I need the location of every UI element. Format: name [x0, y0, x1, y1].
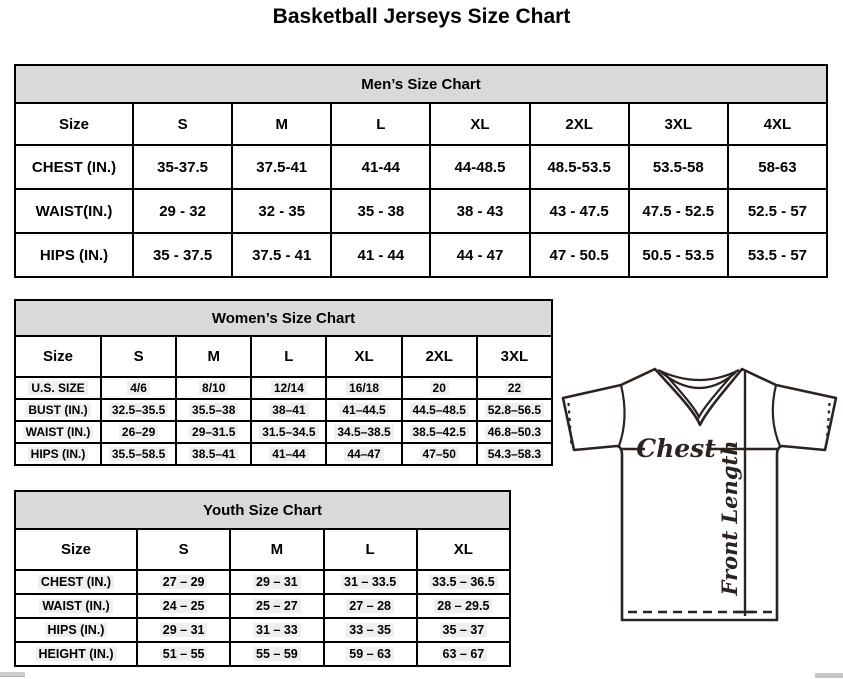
- womens-row-1-label: [15, 399, 101, 421]
- mens-col-header-5-text: 2XL: [565, 115, 593, 133]
- youth-cell-2-0: [137, 618, 230, 642]
- womens-cell-3-1: [176, 443, 251, 465]
- mens-col-header-4-text: XL: [470, 115, 490, 133]
- mens-col-header-2-text: M: [275, 115, 288, 133]
- mens-cell-2-4: [530, 233, 629, 277]
- youth-col-header-2: [230, 529, 323, 570]
- youth-cell-0-0-text: 27 – 29: [160, 575, 208, 589]
- womens-row-0-label-text: U.S. SIZE: [28, 381, 87, 395]
- mens-cell-0-4-text: 48.5-53.5: [547, 158, 611, 176]
- mens-cell-0-1-text: 37.5-41: [256, 158, 308, 176]
- youth-cell-3-1: [230, 642, 323, 666]
- youth-col-header-1-text: S: [178, 541, 189, 558]
- mens-cell-2-1-text: 37.5 - 41: [252, 246, 312, 264]
- womens-cell-3-3-text: 44–47: [344, 447, 383, 461]
- womens-table-title-text: Women’s Size Chart: [211, 309, 356, 327]
- womens-cell-3-4-text: 47–50: [420, 447, 459, 461]
- youth-cell-2-1: [230, 618, 323, 642]
- womens-col-header-4: [326, 336, 401, 377]
- mens-row-0-label: [15, 145, 133, 189]
- womens-cell-2-5-text: 46.8–50.3: [485, 425, 544, 439]
- youth-row-3-label-text: HEIGHT (IN.): [36, 647, 117, 661]
- mens-table-title-text: Men’s Size Chart: [361, 75, 481, 93]
- mens-row-0-label-text: CHEST (IN.): [31, 158, 117, 176]
- womens-cell-2-3-text: 34.5–38.5: [334, 425, 393, 439]
- womens-cell-1-3-text: 41–44.5: [339, 403, 388, 417]
- womens-cell-2-2: [251, 421, 326, 443]
- womens-cell-0-5: [477, 377, 552, 399]
- mens-cell-2-2: [331, 233, 430, 277]
- womens-row-3-label-text: HIPS (IN.): [28, 447, 89, 461]
- mens-cell-1-6: [728, 189, 827, 233]
- womens-cell-0-4: [402, 377, 477, 399]
- youth-row-2-label-text: HIPS (IN.): [45, 623, 108, 637]
- mens-table-row: [15, 145, 827, 189]
- youth-cell-0-2: [324, 570, 417, 594]
- mens-col-header-5: [530, 103, 629, 145]
- youth-cell-1-0-text: 24 – 25: [160, 599, 208, 613]
- womens-cell-0-1: [176, 377, 251, 399]
- mens-cell-2-6-text: 53.5 - 57: [747, 246, 808, 264]
- womens-row-0-label: [15, 377, 101, 399]
- youth-table-row: [15, 594, 510, 618]
- mens-cell-0-5-text: 53.5-58: [652, 158, 704, 176]
- mens-cell-2-0: [133, 233, 232, 277]
- womens-cell-3-5-text: 54.3–58.3: [485, 447, 544, 461]
- womens-cell-1-2-text: 38–41: [269, 403, 308, 417]
- womens-table-row: [15, 399, 552, 421]
- womens-cell-1-0: [101, 399, 176, 421]
- womens-table-row: [15, 443, 552, 465]
- mens-size-table: [14, 64, 828, 278]
- mens-cell-2-3-text: 44 - 47: [456, 246, 504, 264]
- mens-cell-0-5: [629, 145, 728, 189]
- womens-col-header-1: [101, 336, 176, 377]
- womens-cell-3-4: [402, 443, 477, 465]
- mens-cell-1-0-text: 29 - 32: [159, 202, 206, 220]
- youth-cell-3-2: [324, 642, 417, 666]
- mens-col-header-1: [133, 103, 232, 145]
- youth-cell-0-1-text: 29 – 31: [253, 575, 301, 589]
- mens-col-header-6: [629, 103, 728, 145]
- mens-cell-0-0: [133, 145, 232, 189]
- womens-col-header-2: [176, 336, 251, 377]
- youth-cell-1-0: [137, 594, 230, 618]
- mens-cell-2-3: [430, 233, 529, 277]
- youth-cell-0-0: [137, 570, 230, 594]
- womens-size-table: [14, 299, 553, 466]
- womens-cell-3-3: [326, 443, 401, 465]
- womens-col-header-0-text: Size: [42, 348, 73, 365]
- womens-cell-0-0-text: 4/6: [127, 381, 150, 395]
- youth-cell-2-2-text: 33 – 35: [346, 623, 394, 637]
- mens-cell-1-3-text: 38 - 43: [456, 202, 504, 220]
- mens-cell-0-4: [530, 145, 629, 189]
- mens-cell-0-2-text: 41-44: [361, 158, 401, 176]
- mens-col-header-0: [15, 103, 133, 145]
- womens-cell-3-0: [101, 443, 176, 465]
- youth-cell-3-2-text: 59 – 63: [346, 647, 394, 661]
- youth-cell-0-3: [417, 570, 510, 594]
- mens-cell-2-5-text: 50.5 - 53.5: [642, 246, 715, 264]
- youth-table-title-text: Youth Size Chart: [203, 501, 322, 519]
- youth-table-title: [15, 491, 510, 529]
- front-length-label: Front Length: [717, 440, 742, 596]
- youth-cell-3-1-text: 55 – 59: [253, 647, 301, 661]
- mens-cell-2-6: [728, 233, 827, 277]
- mens-row-2-label-text: HIPS (IN.): [39, 246, 109, 264]
- mens-cell-1-4: [530, 189, 629, 233]
- youth-row-2-label: [15, 618, 137, 642]
- mens-row-2-label: [15, 233, 133, 277]
- womens-table-row: [15, 377, 552, 399]
- womens-cell-3-5: [477, 443, 552, 465]
- womens-cell-2-2-text: 31.5–34.5: [259, 425, 318, 439]
- youth-cell-3-0-text: 51 – 55: [160, 647, 208, 661]
- mens-col-header-0-text: Size: [58, 115, 89, 133]
- womens-cell-2-3: [326, 421, 401, 443]
- youth-table-row: [15, 642, 510, 666]
- womens-cell-0-1-text: 8/10: [199, 381, 228, 395]
- womens-cell-2-1: [176, 421, 251, 443]
- youth-col-header-3-text: L: [365, 541, 375, 558]
- youth-cell-1-3-text: 28 – 29.5: [434, 599, 492, 613]
- womens-col-header-1-text: S: [133, 348, 144, 365]
- youth-col-header-0: [15, 529, 137, 570]
- womens-cell-1-1: [176, 399, 251, 421]
- youth-col-header-2-text: M: [270, 541, 284, 558]
- youth-cell-2-0-text: 29 – 31: [160, 623, 208, 637]
- mens-cell-2-5: [629, 233, 728, 277]
- youth-row-0-label-text: CHEST (IN.): [38, 575, 114, 589]
- womens-col-header-2-text: M: [207, 348, 220, 365]
- mens-col-header-3: [331, 103, 430, 145]
- scrollbar-fragment-right[interactable]: [815, 673, 843, 678]
- womens-col-header-6: [477, 336, 552, 377]
- youth-col-header-3: [324, 529, 417, 570]
- womens-cell-2-1-text: 29–31.5: [189, 425, 238, 439]
- jersey-outline: [563, 369, 836, 620]
- mens-cell-1-5-text: 47.5 - 52.5: [642, 202, 715, 220]
- youth-cell-2-3: [417, 618, 510, 642]
- womens-row-3-label: [15, 443, 101, 465]
- mens-col-header-6-text: 3XL: [664, 115, 693, 133]
- youth-cell-1-1: [230, 594, 323, 618]
- mens-cell-0-6: [728, 145, 827, 189]
- mens-cell-1-6-text: 52.5 - 57: [747, 202, 808, 220]
- womens-cell-0-5-text: 22: [505, 381, 524, 395]
- youth-col-header-0-text: Size: [60, 541, 91, 558]
- chest-label: Chest: [636, 434, 716, 463]
- mens-row-1-label: [15, 189, 133, 233]
- mens-cell-1-3: [430, 189, 529, 233]
- womens-col-header-3: [251, 336, 326, 377]
- mens-col-header-7-text: 4XL: [763, 115, 792, 133]
- mens-cell-0-0-text: 35-37.5: [157, 158, 208, 176]
- mens-cell-1-5: [629, 189, 728, 233]
- mens-cell-1-1-text: 32 - 35: [258, 202, 306, 220]
- youth-col-header-1: [137, 529, 230, 570]
- mens-cell-1-2: [331, 189, 430, 233]
- womens-cell-0-2: [251, 377, 326, 399]
- youth-cell-2-3-text: 35 – 37: [440, 623, 488, 637]
- womens-col-header-6-text: 3XL: [500, 348, 529, 365]
- mens-cell-0-2: [331, 145, 430, 189]
- youth-cell-1-1-text: 25 – 27: [253, 599, 301, 613]
- womens-cell-1-5: [477, 399, 552, 421]
- mens-cell-1-0: [133, 189, 232, 233]
- scrollbar-fragment-left[interactable]: [0, 672, 25, 677]
- womens-cell-0-2-text: 12/14: [271, 381, 307, 395]
- womens-cell-0-3-text: 16/18: [346, 381, 382, 395]
- jersey-measurement-diagram: [555, 360, 843, 638]
- womens-cell-1-5-text: 52.8–56.5: [485, 403, 544, 417]
- womens-cell-0-4-text: 20: [430, 381, 449, 395]
- womens-col-header-3-text: L: [284, 348, 294, 365]
- womens-cell-3-2-text: 41–44: [269, 447, 308, 461]
- womens-cell-1-1-text: 35.5–38: [189, 403, 238, 417]
- mens-cell-0-3: [430, 145, 529, 189]
- womens-col-header-5: [402, 336, 477, 377]
- youth-cell-0-3-text: 33.5 – 36.5: [429, 575, 498, 589]
- youth-cell-0-1: [230, 570, 323, 594]
- youth-cell-2-2: [324, 618, 417, 642]
- youth-row-1-label-text: WAIST (IN.): [39, 599, 112, 613]
- youth-table-row: [15, 570, 510, 594]
- youth-row-0-label: [15, 570, 137, 594]
- mens-cell-2-4-text: 47 - 50.5: [549, 246, 609, 264]
- youth-cell-2-1-text: 31 – 33: [253, 623, 301, 637]
- womens-cell-1-2: [251, 399, 326, 421]
- youth-size-table: [14, 490, 511, 667]
- youth-col-header-4-text: XL: [453, 541, 473, 558]
- mens-cell-1-1: [232, 189, 331, 233]
- mens-col-header-2: [232, 103, 331, 145]
- womens-cell-2-0: [101, 421, 176, 443]
- mens-cell-2-0-text: 35 - 37.5: [152, 246, 213, 264]
- womens-table-row: [15, 421, 552, 443]
- womens-cell-1-3: [326, 399, 401, 421]
- womens-cell-0-3: [326, 377, 401, 399]
- womens-cell-1-4-text: 44.5–48.5: [410, 403, 469, 417]
- womens-row-2-label: [15, 421, 101, 443]
- womens-cell-1-4: [402, 399, 477, 421]
- mens-table-row: [15, 189, 827, 233]
- womens-row-2-label-text: WAIST (IN.): [23, 425, 94, 439]
- youth-cell-3-3: [417, 642, 510, 666]
- womens-cell-2-4: [402, 421, 477, 443]
- mens-row-1-label-text: WAIST(IN.): [35, 202, 113, 220]
- womens-cell-2-5: [477, 421, 552, 443]
- mens-cell-0-6-text: 58-63: [758, 158, 797, 176]
- youth-table-row: [15, 618, 510, 642]
- mens-table-title: [15, 65, 827, 103]
- youth-cell-3-0: [137, 642, 230, 666]
- mens-cell-0-3-text: 44-48.5: [454, 158, 506, 176]
- womens-cell-2-4-text: 38.5–42.5: [410, 425, 469, 439]
- womens-col-header-4-text: XL: [354, 348, 374, 365]
- youth-cell-1-2: [324, 594, 417, 618]
- youth-cell-0-2-text: 31 – 33.5: [341, 575, 399, 589]
- womens-cell-2-0-text: 26–29: [119, 425, 158, 439]
- womens-cell-3-0-text: 35.5–58.5: [109, 447, 168, 461]
- womens-row-1-label-text: BUST (IN.): [25, 403, 90, 417]
- womens-table-title: [15, 300, 552, 336]
- youth-col-header-4: [417, 529, 510, 570]
- youth-row-1-label: [15, 594, 137, 618]
- womens-cell-3-1-text: 38.5–41: [189, 447, 238, 461]
- womens-col-header-0: [15, 336, 101, 377]
- womens-cell-0-0: [101, 377, 176, 399]
- mens-col-header-4: [430, 103, 529, 145]
- womens-col-header-5-text: 2XL: [425, 348, 453, 365]
- mens-cell-2-2-text: 41 - 44: [357, 246, 405, 264]
- mens-cell-0-1: [232, 145, 331, 189]
- youth-cell-1-2-text: 27 – 28: [346, 599, 394, 613]
- mens-col-header-7: [728, 103, 827, 145]
- mens-cell-1-2-text: 35 - 38: [357, 202, 405, 220]
- mens-cell-2-1: [232, 233, 331, 277]
- mens-table-row: [15, 233, 827, 277]
- mens-col-header-1-text: S: [177, 115, 188, 133]
- mens-cell-1-4-text: 43 - 47.5: [549, 202, 609, 220]
- youth-cell-3-3-text: 63 – 67: [440, 647, 488, 661]
- womens-cell-3-2: [251, 443, 326, 465]
- youth-row-3-label: [15, 642, 137, 666]
- mens-col-header-3-text: L: [376, 115, 386, 133]
- womens-cell-1-0-text: 32.5–35.5: [109, 403, 168, 417]
- page-title: Basketball Jerseys Size Chart: [272, 5, 571, 28]
- youth-cell-1-3: [417, 594, 510, 618]
